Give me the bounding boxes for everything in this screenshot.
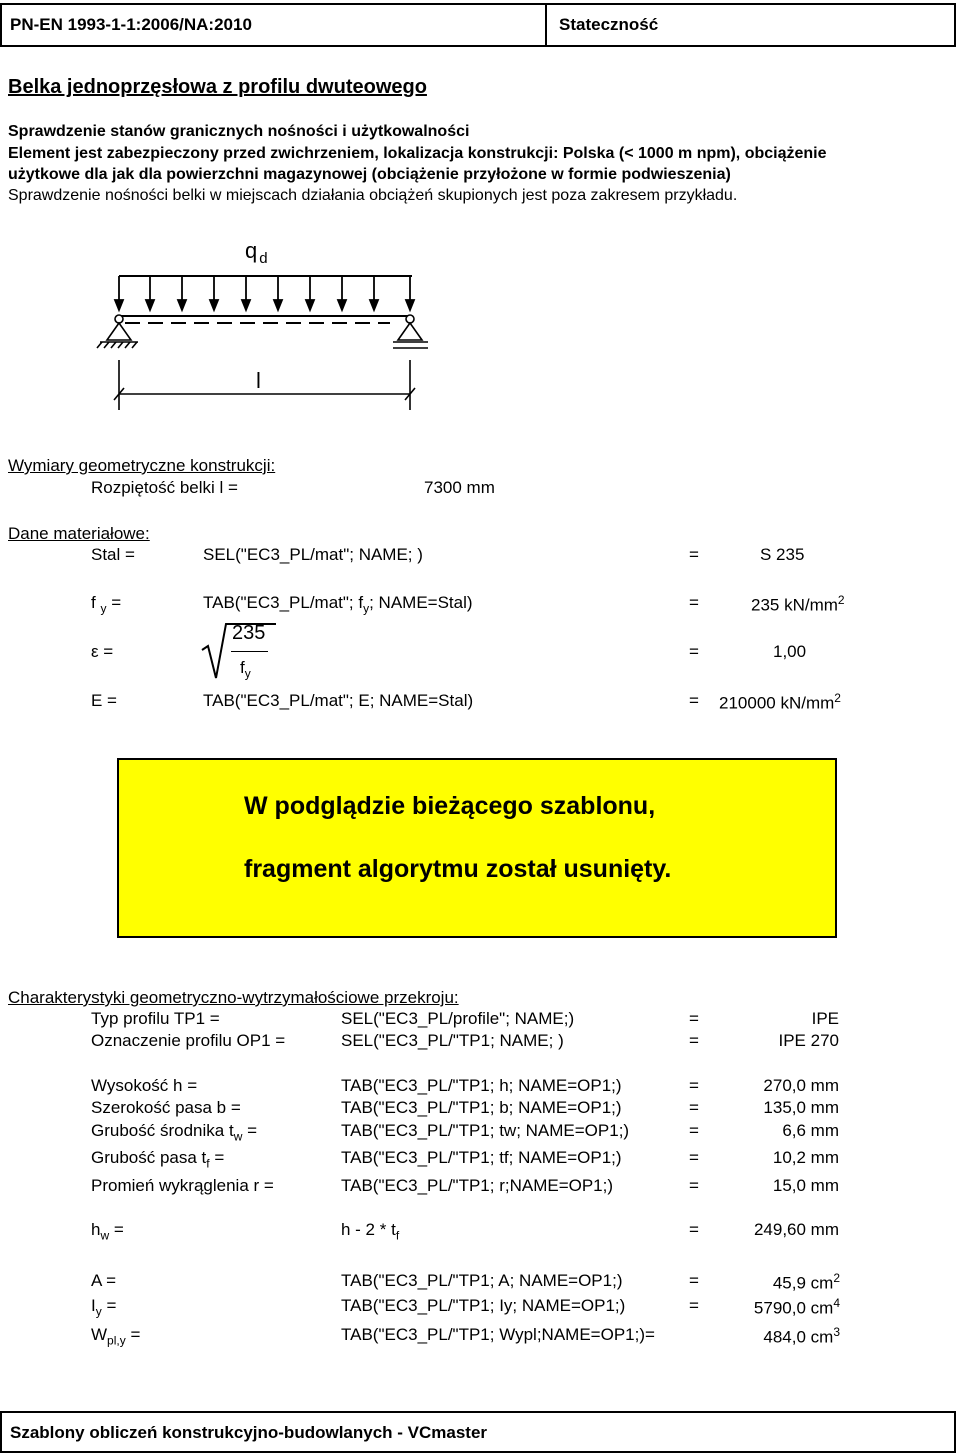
property-label: Szerokość pasa b = <box>91 1098 241 1117</box>
E-eq: = <box>689 691 699 710</box>
property-formula: TAB("EC3_PL/"TP1; tw; NAME=OP1;) <box>341 1121 630 1140</box>
steel-formula: SEL("EC3_PL/mat"; NAME; ) <box>203 545 423 564</box>
property-eq: = <box>689 1148 699 1167</box>
page-header <box>0 3 956 47</box>
notice-line-2: fragment algorytmu został usunięty. <box>244 855 672 883</box>
property-value: 10,2 mm <box>772 1148 839 1167</box>
property-value: 15,0 mm <box>772 1176 839 1195</box>
fraction-bar <box>231 651 268 652</box>
property-eq: = <box>689 1271 699 1290</box>
document-title: Belka jednoprzęsłowa z profilu dwuteowego <box>8 76 427 98</box>
property-eq: = <box>689 1031 699 1050</box>
span-dimension <box>114 360 415 410</box>
notice-line-1: W podglądzie bieżącego szablonu, <box>244 792 656 820</box>
property-label: A = <box>91 1271 117 1290</box>
span-row-label: Rozpiętość belki l = <box>91 478 238 497</box>
section-heading: Charakterystyki geometryczno-wytrzymałościowe przekroju: <box>8 988 459 1007</box>
load-arrows <box>115 276 414 310</box>
property-value: 45,9 $cm^2$ <box>772 1271 840 1293</box>
epsilon-eq: = <box>689 642 699 661</box>
preview-notice-box <box>117 758 837 938</box>
property-label: $I_y$ = <box>91 1296 117 1319</box>
norm-reference: PN-EN 1993-1-1:2006/NA:2010 <box>10 15 252 34</box>
property-formula: TAB("EC3_PL/"TP1; h; NAME=OP1;) <box>341 1076 622 1095</box>
property-label: Grubość środnika $t_w$ = <box>91 1121 258 1144</box>
material-heading: Dane materiałowe: <box>8 524 150 543</box>
epsilon-numerator: 235 <box>232 622 266 644</box>
property-value: 270,0 mm <box>763 1076 839 1095</box>
property-eq: = <box>689 1076 699 1095</box>
epsilon-denominator: $f_y$ <box>240 658 251 681</box>
property-value: 249,60 mm <box>753 1220 839 1239</box>
geometry-heading: Wymiary geometryczne konstrukcji: <box>8 456 276 475</box>
E-value: 210000 $kN/mm^2$ <box>719 691 841 713</box>
property-eq: = <box>689 1176 699 1195</box>
property-value: 484,0 $cm^3$ <box>763 1325 840 1347</box>
epsilon-value: 1,00 <box>773 642 807 661</box>
fy-value: 235 $kN/mm^2$ <box>751 593 845 615</box>
property-formula: TAB("EC3_PL/"TP1; tf; NAME=OP1;) <box>341 1148 622 1167</box>
property-label: $h_w$ = <box>91 1220 124 1243</box>
property-formula: TAB("EC3_PL/"TP1; r;NAME=OP1;) <box>341 1176 614 1195</box>
property-label: Typ profilu TP1 = <box>91 1009 220 1028</box>
property-label: Wysokość h = <box>91 1076 198 1095</box>
fy-label: f $_y$ = <box>91 593 122 616</box>
steel-value: S 235 <box>760 545 805 564</box>
footer-text: Szablony obliczeń konstrukcyjno-budowlanych - VCmaster <box>10 1423 488 1442</box>
property-formula: h - $2 * t_f$ <box>341 1220 400 1243</box>
property-value: IPE 270 <box>778 1031 839 1050</box>
steel-label: Stal = <box>91 545 135 564</box>
property-eq: = <box>689 1098 699 1117</box>
span-label: l <box>256 368 261 393</box>
property-eq: = <box>689 1009 699 1028</box>
property-label: Grubość pasa $t_f$ = <box>91 1148 225 1171</box>
fy-formula: TAB("EC3_PL/mat"; $f_y$; NAME=Stal) <box>203 593 473 616</box>
epsilon-label: ε = <box>91 642 114 661</box>
fy-eq: = <box>689 593 699 612</box>
property-label: Oznaczenie profilu OP1 = <box>91 1031 286 1050</box>
property-formula: TAB("EC3_PL/"TP1; A; NAME=OP1;) <box>341 1271 623 1290</box>
beam-diagram <box>90 228 450 418</box>
right-support <box>393 315 428 348</box>
intro-line-3: użytkowe dla jak dla powierzchni magazynowej (obciążenie przyłożone w formie podwieszenia) <box>8 166 731 183</box>
property-formula: TAB("EC3_PL/"TP1; Iy; NAME=OP1;) <box>341 1296 626 1315</box>
property-eq: = <box>689 1296 699 1315</box>
intro-line-2: Element jest zabezpieczony przed zwichrzeniem, lokalizacja konstrukcji: Polska (< 1000 m npm), obciążenie <box>8 145 827 162</box>
property-formula: SEL("EC3_PL/"TP1; NAME; ) <box>341 1031 564 1050</box>
load-label: q $_d$ <box>245 238 268 267</box>
property-formula: SEL("EC3_PL/profile"; NAME;) <box>341 1009 575 1028</box>
property-formula: TAB("EC3_PL/"TP1; Wypl;NAME=OP1;)= <box>341 1325 655 1344</box>
intro-line-1: Sprawdzenie stanów granicznych nośności i użytkowalności <box>8 123 470 140</box>
page-footer <box>0 1411 956 1453</box>
steel-eq: = <box>689 545 699 564</box>
property-label: Promień wykrąglenia r = <box>91 1176 274 1195</box>
property-formula: TAB("EC3_PL/"TP1; b; NAME=OP1;) <box>341 1098 622 1117</box>
property-value: IPE <box>811 1009 839 1028</box>
property-value: 6,6 mm <box>782 1121 839 1140</box>
property-value: 135,0 mm <box>763 1098 839 1117</box>
intro-line-4: Sprawdzenie nośności belki w miejscach działania obciążeń skupionych jest poza zakresem przykładu. <box>8 187 738 204</box>
property-eq: = <box>689 1121 699 1140</box>
header-divider <box>545 5 547 45</box>
property-eq: = <box>689 1220 699 1239</box>
property-label: $W_{pl,y}$ = <box>91 1325 141 1348</box>
left-support <box>97 315 138 348</box>
E-formula: TAB("EC3_PL/mat"; E; NAME=Stal) <box>203 691 474 710</box>
E-label: E = <box>91 691 117 710</box>
span-row-value: 7300 mm <box>424 478 495 497</box>
section-name: Stateczność <box>559 15 659 34</box>
property-value: 5790,0 $cm^4$ <box>753 1296 840 1318</box>
